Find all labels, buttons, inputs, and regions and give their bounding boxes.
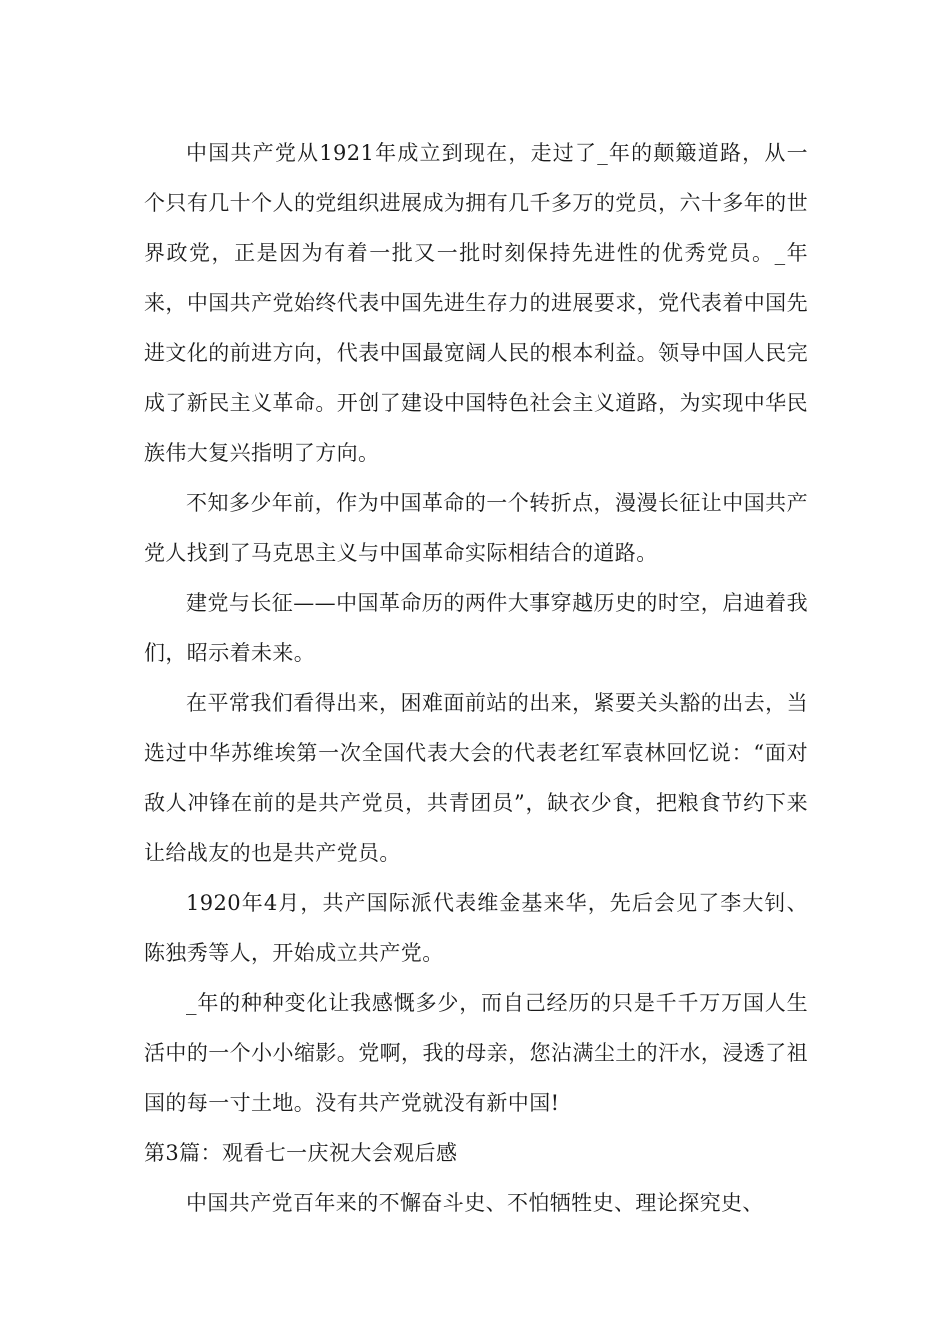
paragraph-red-army-memory: 在平常我们看得出来，困难面前站的出来，紧要关头豁的出去，当选过中华苏维埃第一次全国代表大会的代表老红军袁林回忆说：“面对敌人冲锋在前的是共产党员，共青团员”，缺衣少食，把粮食节约下来让给战友的也是共产党员。: [144, 691, 808, 865]
paragraph-1920: 1920年4月，共产国际派代表维金基来华，先后会见了李大钊、陈独秀等人，开始成立共产党。: [144, 891, 808, 965]
paragraph-founding: 中国共产党从1921年成立到现在，走过了_年的颠簸道路，从一个只有几十个人的党组织进展成为拥有几千多万的党员，六十多年的世界政党，正是因为有着一批又一批时刻保持先进性的优秀党员。_年来，中国共产党始终代表中国先进生存力的进展要求，党代表着中国先进文化的前进方向，代表中国最宽阔人民的根本利益。领导中国人民完成了新民主义革命。开创了建设中国特色社会主义道路，为实现中华民族伟大复兴指明了方向。: [144, 141, 808, 465]
paragraph-long-march: 不知多少年前，作为中国革命的一个转折点，漫漫长征让中国共产党人找到了马克思主义与中国革命实际相结合的道路。: [144, 491, 808, 565]
section-heading: 第3篇：观看七一庆祝大会观后感: [144, 1141, 458, 1165]
paragraph-section3-intro: 中国共产党百年来的不懈奋斗史、不怕牺牲史、理论探究史、: [186, 1191, 764, 1215]
document-body: [144, 128, 808, 1228]
paragraph-founding-and-march: 建党与长征——中国革命历的两件大事穿越历史的时空，启迪着我们，昭示着未来。: [144, 591, 808, 665]
paragraph-reflection: _年的种种变化让我感慨多少，而自己经历的只是千千万万国人生活中的一个小小缩影。党啊，我的母亲，您沾满尘土的汗水，浸透了祖国的每一寸土地。没有共产党就没有新中国!: [144, 991, 808, 1115]
